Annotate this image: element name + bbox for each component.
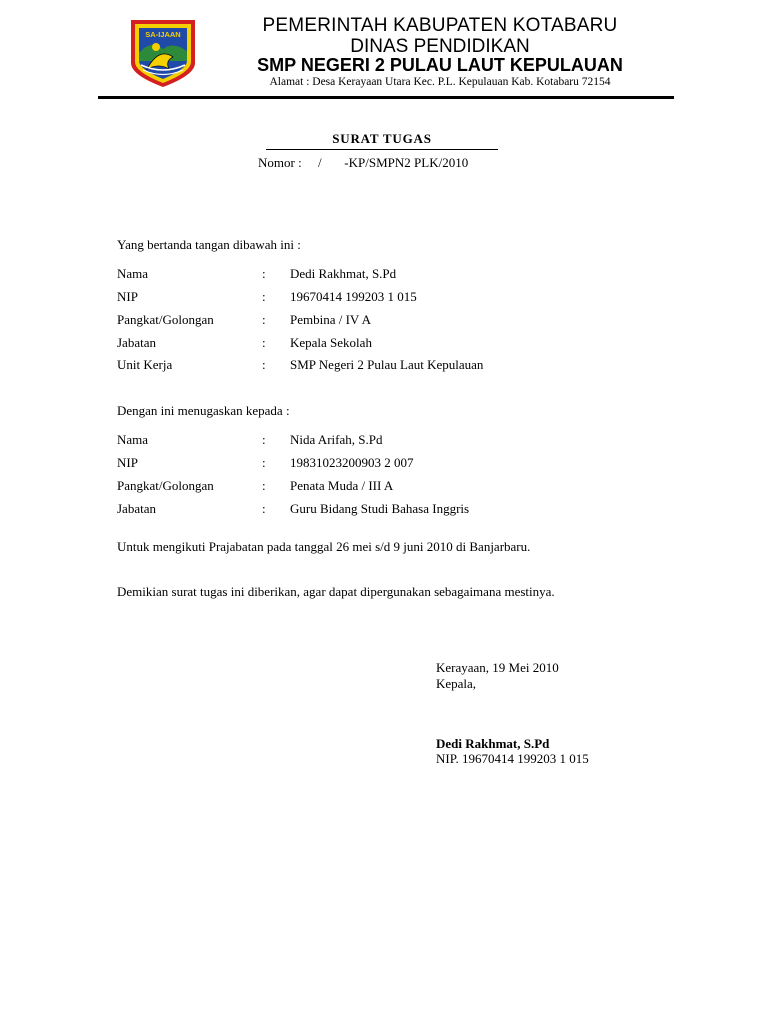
signer-nip-value: 19670414 199203 1 015 (290, 289, 417, 304)
field-colon: : (262, 357, 266, 372)
field-label: NIP (117, 455, 138, 470)
field-colon: : (262, 335, 266, 350)
field-colon: : (262, 455, 266, 470)
letterhead-divider (98, 96, 674, 99)
field-colon: : (262, 289, 266, 304)
school-name: SMP NEGERI 2 PULAU LAUT KEPULAUAN (257, 55, 623, 75)
assignee-name-value: Nida Arifah, S.Pd (290, 432, 383, 447)
school-address: Alamat : Desa Kerayaan Utara Kec. P.L. Kepulauan Kab. Kotabaru 72154 (269, 76, 611, 88)
field-label: Jabatan (117, 335, 156, 350)
field-colon: : (262, 312, 266, 327)
assignment-intro: Dengan ini menugaskan kepada : (117, 403, 290, 418)
signature-name: Dedi Rakhmat, S.Pd (436, 736, 550, 751)
field-colon: : (262, 501, 266, 516)
letter-title: SURAT TUGAS (332, 131, 432, 146)
field-colon: : (262, 478, 266, 493)
signature-nip: NIP. 19670414 199203 1 015 (436, 751, 589, 766)
department-name: DINAS PENDIDIKAN (350, 36, 530, 57)
field-label: Jabatan (117, 501, 156, 516)
field-label: Nama (117, 266, 149, 281)
signer-title: Kepala, (436, 676, 477, 691)
place-date: Kerayaan, 19 Mei 2010 (436, 660, 559, 675)
assignee-position-value: Guru Bidang Studi Bahasa Inggris (290, 501, 470, 516)
signer-unit-value: SMP Negeri 2 Pulau Laut Kepulauan (290, 357, 484, 372)
title-underline (266, 149, 498, 150)
closing-text: Demikian surat tugas ini diberikan, agar dapat dipergunakan sebagaimana mestinya. (117, 584, 555, 599)
signer-name-value: Dedi Rakhmat, S.Pd (290, 266, 397, 281)
signer-position-value: Kepala Sekolah (290, 335, 372, 350)
regency-emblem-icon (125, 17, 201, 89)
assignee-rank-value: Penata Muda / III A (290, 478, 394, 493)
field-label: NIP (117, 289, 138, 304)
intro-text: Yang bertanda tangan dibawah ini : (117, 237, 301, 252)
field-label: Pangkat/Golongan (117, 312, 214, 327)
field-colon: : (262, 432, 266, 447)
field-label: Unit Kerja (117, 357, 173, 372)
svg-text:SA-IJAAN: SA-IJAAN (145, 30, 181, 39)
regency-logo (125, 17, 201, 89)
government-name: PEMERINTAH KABUPATEN KOTABARU (262, 15, 618, 36)
letter-number: Nomor : / -KP/SMPN2 PLK/2010 (258, 155, 469, 170)
field-colon: : (262, 266, 266, 281)
signer-rank-value: Pembina / IV A (290, 312, 372, 327)
assignee-nip-value: 19831023200903 2 007 (290, 455, 414, 470)
purpose-text: Untuk mengikuti Prajabatan pada tanggal 26 mei s/d 9 juni 2010 di Banjarbaru. (117, 539, 531, 554)
field-label: Nama (117, 432, 149, 447)
field-label: Pangkat/Golongan (117, 478, 214, 493)
